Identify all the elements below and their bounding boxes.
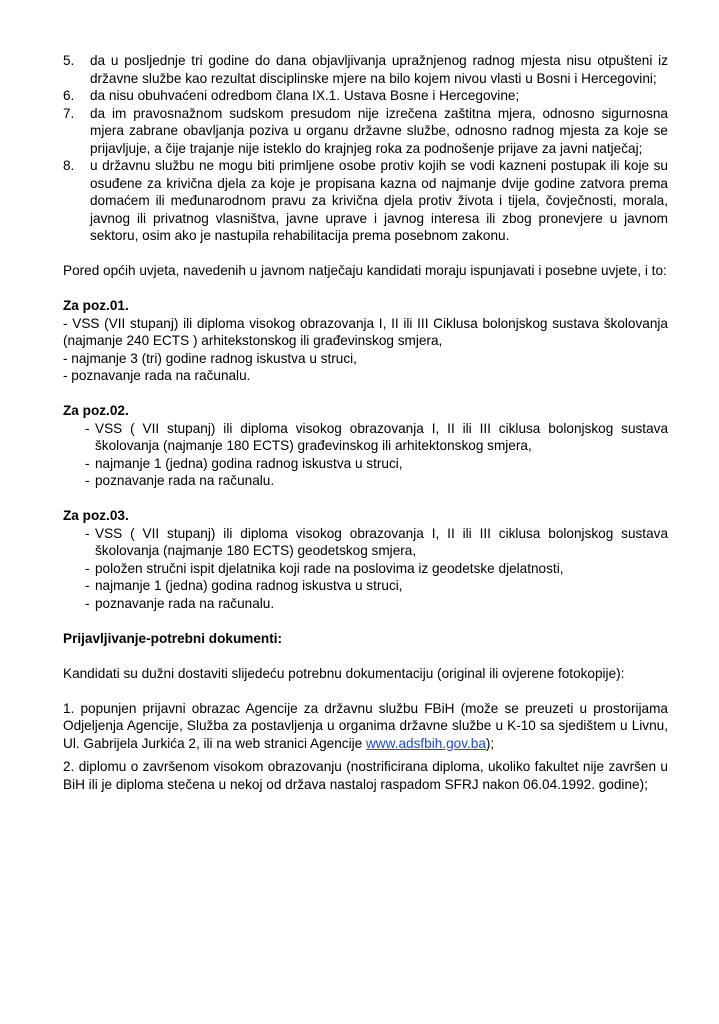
poz03-list [63, 525, 668, 613]
special-conditions-intro: Pored općih uvjeta, navedenih u javnom natječaju kandidati moraju ispunjavati i posebne uvjete, i to: [63, 263, 667, 278]
condition-number: 6. [63, 88, 75, 103]
condition-number: 8. [63, 158, 75, 173]
poz02-item: - najmanje 1 (jedna) godina radnog iskustva u struci, [85, 455, 403, 471]
poz03-item: - položen stručni ispit djelatnika koji rade na poslovima iz geodetske djelatnosti, [85, 560, 564, 576]
condition-text: u državnu službu ne mogu biti primljene osobe protiv kojih se vodi kazneni postupak ili koje su osuđene za krivična djela za koje je propisana kazna od najmanje dvije godine zatvora prema domaćem ili međunarodnom pravu za krivična djela protiv života i tijela, čovječnosti, morala, javnog ili privatnog vlasništva, javne uprave i javnog interesa ili zbog pronevjere u javnom sektoru, osim ako je nastupila rehabilitacija prema posebnom zakonu. [90, 158, 668, 243]
poz01-line: - poznavanje rada na računalu. [63, 368, 251, 383]
poz01-heading: Za poz.01. [63, 298, 129, 313]
poz02-item: - poznavanje rada na računalu. [85, 473, 275, 488]
poz03-item: - VSS ( VII stupanj) ili diploma visokog obrazovanja I, II ili III ciklusa bolonjskog sustava školovanja (najmanje 180 ECTS) geodetskog smjera, [85, 525, 668, 558]
poz03-item: - poznavanje rada na računalu. [85, 595, 275, 611]
condition-item-7 [63, 105, 668, 158]
poz01-line: - najmanje 3 (tri) godine radnog iskustva u struci, [63, 350, 357, 366]
poz03-item: - najmanje 1 (jedna) godina radnog iskustva u struci, [85, 578, 403, 593]
documents-heading: Prijavljivanje-potrebni dokumenti: [63, 630, 283, 646]
condition-item-6 [63, 87, 668, 105]
condition-text: da im pravosnažnom sudskom presudom nije izrečena zaštitna mjera, odnosno sigurnosna mjera zabrane obavljanja poziva u organu državne službe, odnosno radnog mjesta za koje se prijavljuje, a čije trajanje nije isteklo do krajnjeg roka za podnošenje prijave za javni natječaj; [90, 105, 668, 156]
agency-website-link[interactable]: www.adsfbih.gov.ba [365, 735, 486, 751]
poz01-line: - VSS (VII stupanj) ili diploma visokog obrazovanja I, II ili III Ciklusa bolonjskog sustava školovanja (najmanje 240 ECTS ) arhitekstonskog ili građevinskog smjera, [63, 315, 668, 348]
document-item-1: 1. popunjen prijavni obrazac Agencije za državnu službu FBiH (može se preuzeti u prostorijama Odjeljenja Agencije, Služba za postavljenja u organima državne službe u K-10 sa sjedištem u Livnu, Ul. Gabrijela Jurkića 2, ili na web stranici Agencije www.adsfbih.gov.ba); [63, 700, 668, 751]
poz03-heading: Za poz.03. [63, 508, 129, 523]
poz02-list [63, 420, 668, 490]
document-page [63, 52, 668, 793]
general-conditions-list [63, 52, 668, 245]
documents-intro: Kandidati su dužni dostaviti slijedeću potrebnu dokumentaciju (original ili ovjerene fotokopije): [63, 665, 625, 681]
condition-item-8 [63, 157, 668, 245]
condition-text: da u posljednje tri godine do dana objavljivanja upražnjenog radnog mjesta nisu otpušteni iz državne službe kao rezultat disciplinske mjere na bilo kojem nivou vlasti u Bosni i Hercegovini; [90, 53, 668, 86]
poz02-item: - VSS ( VII stupanj) ili diploma visokog obrazovanja I, II ili III ciklusa bolonjskog sustava školovanja (najmanje 180 ECTS) građevinskog ili arhitektonskog smjera, [85, 420, 668, 453]
condition-text: da nisu obuhvaćeni odredbom člana IX.1. Ustava Bosne i Hercegovine; [90, 88, 520, 103]
document-item-2: 2. diplomu o završenom visokom obrazovanju (nostrificirana diploma, ukoliko fakultet nije završen u BiH ili je diploma stečena u nekoj od država nastaloj raspadom SFRJ nakon 06.04.1992. godine); [63, 759, 668, 792]
condition-number: 5. [63, 53, 75, 68]
poz02-heading: Za poz.02. [63, 403, 129, 418]
condition-item-5 [63, 52, 668, 87]
condition-number: 7. [63, 105, 75, 121]
